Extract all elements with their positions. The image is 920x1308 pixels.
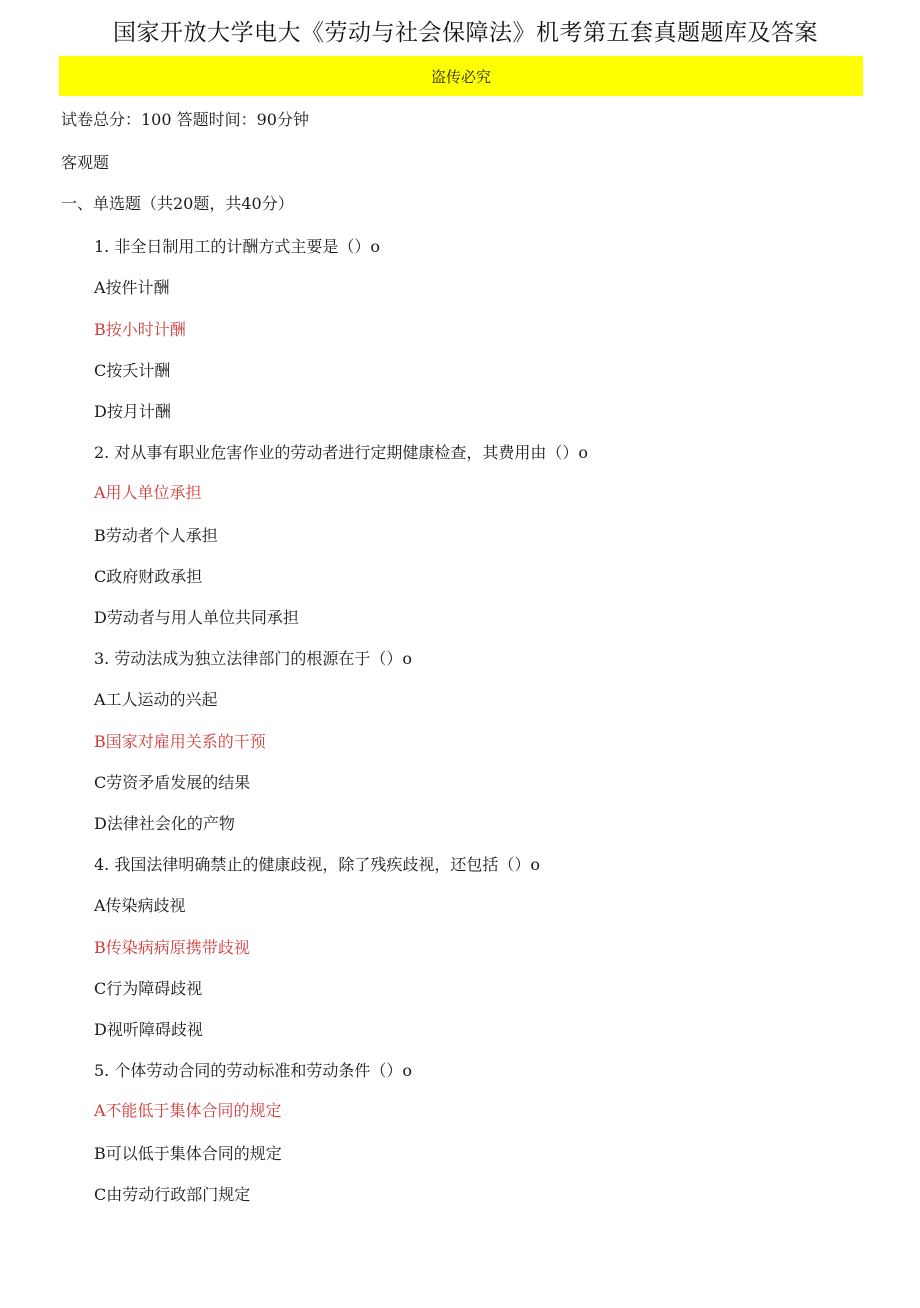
part-heading: 一、单选题（共20题，共40分） <box>61 194 294 213</box>
question-option: B劳动者个人承担 <box>94 526 218 545</box>
exam-info: 试卷总分：100 答题时间：90分钟 <box>61 110 309 129</box>
question-stem: 3. 劳动法成为独立法律部门的根源在于（）o <box>94 649 412 668</box>
question-stem: 4. 我国法律明确禁止的健康歧视，除了残疾歧视，还包括（）o <box>94 855 540 874</box>
question-option: A传染病歧视 <box>94 896 186 915</box>
piracy-warning-banner <box>59 56 863 96</box>
question-option-answer: B传染病病原携带歧视 <box>94 938 250 957</box>
section-label: 客观题 <box>61 153 110 172</box>
question-option: D按月计酬 <box>94 402 171 421</box>
question-option: C按夭计酬 <box>94 361 171 380</box>
question-option: D视听障碍歧视 <box>94 1020 203 1039</box>
question-option: C政府财政承担 <box>94 567 203 586</box>
question-option-answer: A用人单位承担 <box>94 483 202 502</box>
question-stem: 5. 个体劳动合同的劳动标准和劳动条件（）o <box>94 1061 412 1080</box>
question-stem: 1. 非全日制用工的计酬方式主要是（）o <box>94 237 380 256</box>
question-option: D法律社会化的产物 <box>94 814 235 833</box>
question-option: D劳动者与用人单位共同承担 <box>94 608 299 627</box>
question-option-answer: A不能低于集体合同的规定 <box>94 1101 282 1120</box>
question-option-answer: B按小时计酬 <box>94 320 186 339</box>
question-stem: 2. 对从事有职业危害作业的劳动者进行定期健康检查，其费用由（）o <box>94 443 588 462</box>
question-option: C行为障碍歧视 <box>94 979 203 998</box>
question-option: A工人运动的兴起 <box>94 690 218 709</box>
document-title: 国家开放大学电大《劳动与社会保障法》机考第五套真题题库及答案 <box>113 20 818 46</box>
question-option: C由劳动行政部门规定 <box>94 1185 251 1204</box>
banner-text: 盗传必究 <box>430 67 491 86</box>
question-option: B可以低于集体合同的规定 <box>94 1144 282 1163</box>
question-option: C劳资矛盾发展的结果 <box>94 773 251 792</box>
question-option-answer: B国家对雇用关系的干预 <box>94 732 266 751</box>
question-option: A按件计酬 <box>94 278 170 297</box>
